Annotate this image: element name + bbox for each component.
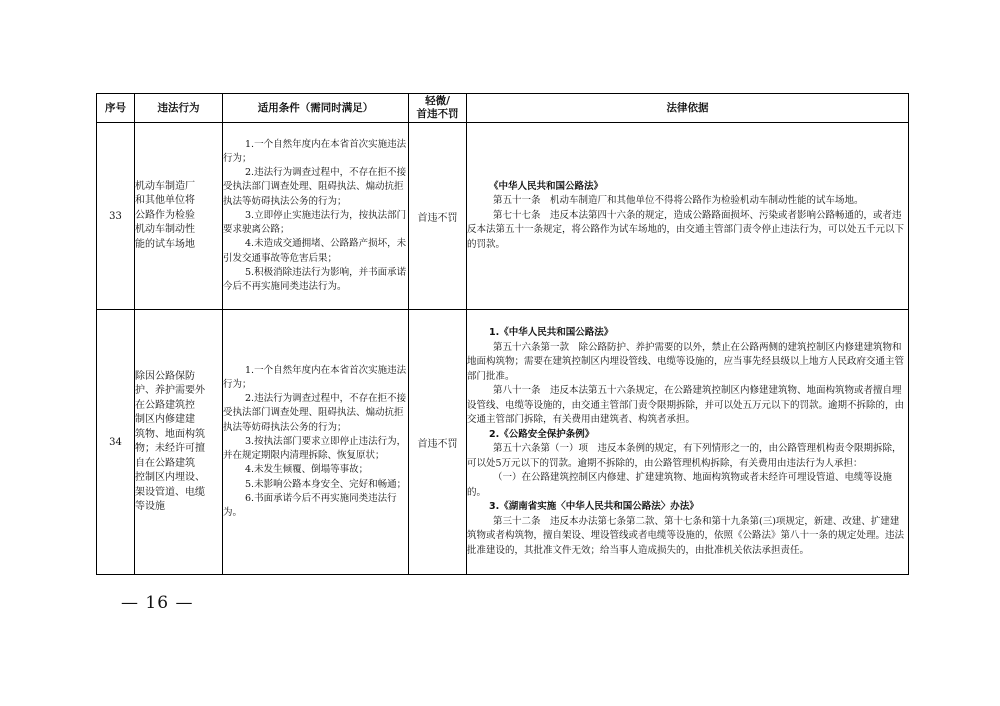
- header-index: 序号: [97, 94, 135, 123]
- behavior-line: 机动车制动性: [135, 224, 195, 236]
- table-header-row: [97, 94, 909, 123]
- row-penalty: 首违不罚: [409, 310, 467, 575]
- row-conditions: [223, 123, 409, 310]
- row-legal-basis: [467, 310, 909, 575]
- behavior-line: 能的试车场地: [135, 238, 195, 250]
- header-penalty-line1: 轻微/: [425, 95, 450, 107]
- condition-item: 5.未影响公路本身安全、完好和畅通；: [245, 478, 407, 490]
- behavior-line: 物；未经许可擅: [135, 443, 205, 454]
- basis-article: 第八十一条 违反本法第五十六条规定，在公路建筑控制区内修建建筑物、地面构筑物或者擅自埋设管线、电缆等设施的，由交通主管部门责令限期拆除，并可以处五万元以下的罚款。逾期不拆除的，由交通主管部门拆除，有关费用由建筑者、构筑者承担。: [467, 385, 905, 425]
- row-index: 33: [97, 123, 135, 310]
- header-basis: 法律依据: [467, 94, 909, 123]
- behavior-line: 和其他单位将: [135, 195, 195, 207]
- table-row: [97, 123, 909, 310]
- behavior-line: 机动车制造厂: [135, 180, 195, 192]
- behavior-line: 自在公路建筑: [135, 457, 195, 469]
- basis-article: 第三十二条 违反本办法第七条第二款、第十七条和第十九条第(三)项规定，新建、改建、扩建建筑物或者构筑物，擅自架设、埋设管线或者电缆等设施的，依照《公路法》第八十一条的规定处理。违法批准建设的，其批准文件无效；给当事人造成损失的，由批准机关依法承担责任。: [467, 515, 905, 556]
- row-behavior: [135, 310, 223, 575]
- condition-item: 5.积极消除违法行为影响，并书面承诺今后不再实施同类违法行为。: [223, 266, 407, 292]
- basis-article: 第五十六条第一款 除公路防护、养护需要的以外，禁止在公路两侧的建筑控制区内修建建筑物和地面构筑物；需要在建筑控制区内埋设管线、电缆等设施的，应当事先经县级以上地方人民政府交通主管部门批准。: [467, 341, 905, 382]
- basis-article: 第五十六条第（一）项 违反本条例的规定，有下列情形之一的，由公路管理机构责令限期拆除，可以处5万元以下的罚款。逾期不拆除的，由公路管理机构拆除，有关费用由违法行为人承担：: [467, 443, 902, 469]
- behavior-line: 控制区内埋设、: [135, 472, 205, 483]
- basis-article: 第五十一条 机动车制造厂和其他单位不得将公路作为检验机动车制动性能的试车场地。: [493, 195, 864, 207]
- behavior-line: 筑物、地面构筑: [135, 428, 205, 440]
- behavior-line: 制区内修建建: [135, 414, 195, 425]
- header-penalty-line2: 首违不罚: [416, 108, 459, 120]
- condition-item: 1.一个自然年度内在本省首次实施违法行为；: [223, 138, 407, 165]
- row-legal-basis: [467, 123, 909, 310]
- row-conditions: [223, 310, 409, 575]
- behavior-line: 除因公路保防: [135, 370, 195, 382]
- behavior-line: 等设施: [135, 501, 165, 512]
- row-index: 34: [97, 310, 135, 575]
- basis-article: （一）在公路建筑控制区内修建、扩建建筑物、地面构筑物或者未经许可埋设管道、电缆等设施的。: [467, 472, 893, 498]
- condition-item: 1.一个自然年度内在本省首次实施违法行为；: [223, 364, 407, 391]
- basis-law-title: 1.《中华人民共和国公路法》: [489, 327, 614, 338]
- condition-item: 3.按执法部门要求立即停止违法行为，并在规定期限内清理拆除、恢复原状；: [223, 435, 407, 462]
- basis-law-title: 2.《公路安全保护条例》: [489, 428, 595, 440]
- behavior-line: 在公路建筑控: [135, 399, 195, 411]
- behavior-line: 架设管道、电缆: [135, 486, 205, 498]
- condition-item: 2.违法行为调查过程中，不存在拒不接受执法部门调查处理、阻碍执法、煽动抗拒执法等妨碍执法公务的行为；: [223, 393, 407, 433]
- condition-item: 4.未造成交通拥堵、公路路产损坏，未引发交通事故等危害后果；: [223, 238, 407, 264]
- header-conditions: 适用条件（需同时满足）: [223, 94, 409, 123]
- behavior-line: 护、养护需要外: [135, 385, 205, 396]
- row-behavior: [135, 123, 223, 310]
- header-behavior: 违法行为: [135, 94, 223, 123]
- basis-law-title: 《中华人民共和国公路法》: [489, 180, 604, 192]
- row-penalty: 首违不罚: [409, 123, 467, 310]
- condition-item: 2.违法行为调查过程中，不存在拒不接受执法部门调查处理、阻碍执法、煽动抗拒执法等妨碍执法公务的行为；: [223, 167, 407, 207]
- basis-article: 第七十七条 违反本法第四十六条的规定，造成公路路面损坏、污染或者影响公路畅通的，或者违反本法第五十一条规定，将公路作为试车场地的，由交通主管部门责令停止违法行为，可以处五千元以下的罚款。: [467, 209, 905, 250]
- page-number: — 16 —: [121, 593, 194, 613]
- condition-item: 3.立即停止实施违法行为，按执法部门要求驶离公路；: [223, 209, 407, 236]
- condition-item: 6.书面承诺今后不再实施同类违法行为。: [223, 492, 397, 518]
- violation-table: [96, 93, 909, 575]
- table-row: [97, 310, 909, 575]
- header-penalty: [409, 94, 467, 123]
- condition-item: 4.未发生倾覆、倒塌等事故；: [245, 464, 369, 476]
- behavior-line: 公路作为检验: [135, 209, 195, 221]
- basis-law-title: 3.《湖南省实施〈中华人民共和国公路法〉办法》: [489, 501, 699, 512]
